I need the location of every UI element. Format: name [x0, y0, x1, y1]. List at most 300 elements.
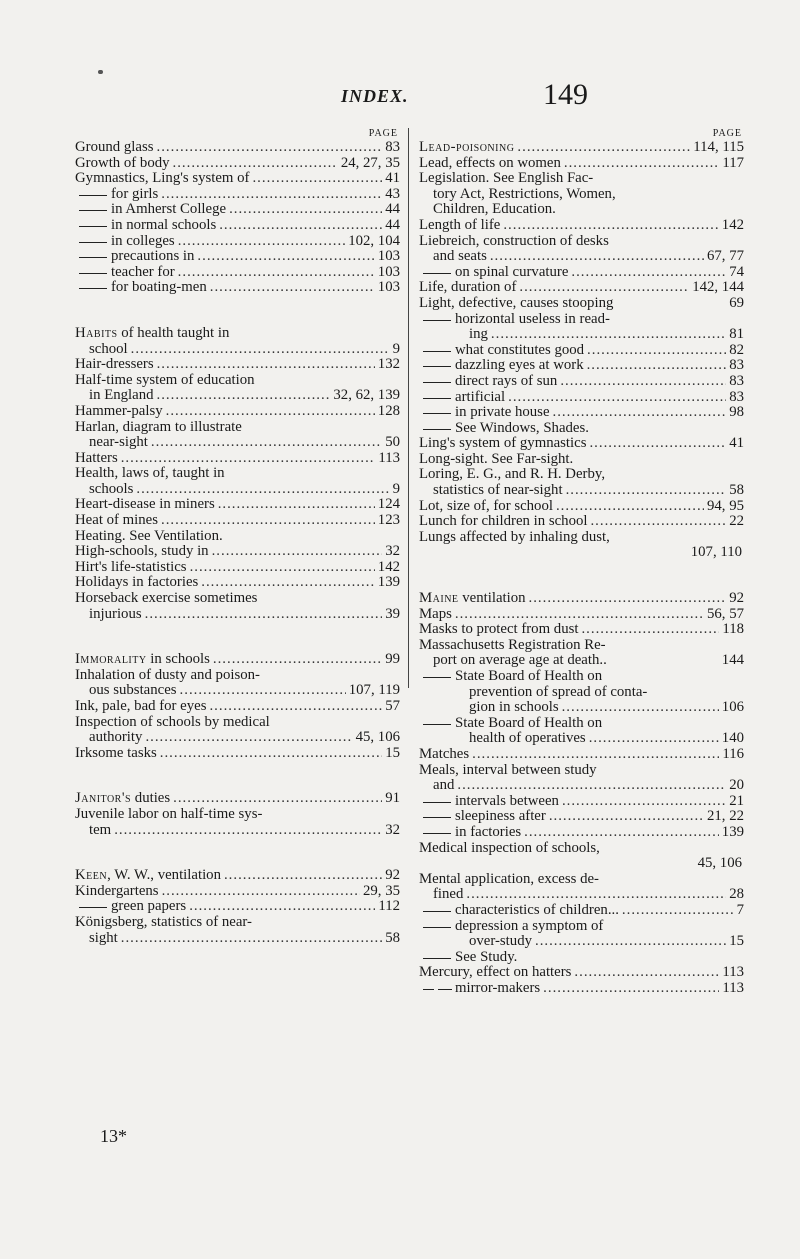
page-reference: 81 — [729, 326, 744, 343]
page-reference: 103 — [377, 263, 400, 280]
entry-text-part: mirror-makers — [455, 979, 541, 996]
dot-leader — [519, 280, 689, 296]
page-reference: 29, 35 — [363, 882, 400, 899]
dot-leader — [562, 794, 726, 810]
entry-text-part: authority — [89, 729, 143, 746]
index-entry — [75, 404, 400, 420]
entry-line — [419, 467, 744, 483]
entry-text-part: Ink, pale, bad for eyes — [75, 698, 207, 714]
page-reference: 20 — [729, 777, 744, 794]
entry-line — [75, 730, 400, 746]
index-entry — [75, 575, 400, 591]
entry-line — [419, 187, 744, 203]
entry-text — [455, 374, 557, 390]
entry-text — [433, 653, 607, 669]
page-reference: 139 — [377, 574, 400, 591]
dot-leader — [466, 887, 726, 903]
page-reference: 102, 104 — [348, 232, 400, 249]
entry-text — [455, 390, 505, 406]
index-entry — [75, 746, 400, 762]
index-entry — [75, 529, 400, 545]
entry-text-part: Heart-disease in miners — [75, 496, 215, 513]
entry-text-part: precautions in — [111, 248, 195, 265]
page-reference: 28 — [729, 886, 744, 903]
dot-leader — [529, 591, 727, 607]
entry-text-part: State Board of Health on — [455, 668, 603, 684]
entry-text — [75, 868, 221, 884]
entry-line — [419, 530, 744, 546]
entry-text-part: Loring, E. G., and R. H. Derby, — [419, 466, 606, 483]
index-entry — [75, 668, 400, 699]
entry-line — [75, 607, 400, 623]
entry-line — [455, 390, 744, 406]
entry-line — [419, 296, 744, 312]
entry-text — [455, 405, 550, 421]
dot-leader — [145, 730, 352, 746]
entry-text — [111, 234, 175, 250]
entry-text — [469, 934, 532, 950]
column-divider — [408, 128, 409, 688]
dot-leader — [162, 884, 360, 900]
entry-headword: Immorality — [75, 651, 147, 668]
signature-mark: 13* — [100, 1126, 127, 1146]
dot-leader — [535, 934, 726, 950]
entry-line — [455, 700, 744, 716]
page-reference: 43 — [385, 185, 400, 202]
entry-text-part: Life, duration of — [419, 279, 517, 296]
index-entry — [419, 421, 744, 437]
entry-line — [455, 343, 744, 359]
entry-line — [455, 809, 744, 825]
entry-text — [455, 809, 546, 825]
entry-text-part: Lungs affected by inhaling dust, — [419, 528, 610, 545]
entry-line — [75, 373, 400, 389]
entry-text — [89, 683, 177, 699]
entry-text-part: gion in schools — [469, 699, 559, 716]
index-entry — [75, 466, 400, 497]
entry-text-part: Growth of body — [75, 154, 170, 171]
index-entry — [75, 202, 400, 218]
entry-text — [419, 140, 514, 156]
page-reference: 107, 119 — [348, 682, 400, 699]
entry-text — [455, 265, 568, 281]
entry-text-part: in Amherst College — [111, 201, 227, 218]
index-entry — [419, 669, 744, 716]
entry-text — [75, 140, 154, 156]
entry-line — [419, 622, 744, 638]
entry-line — [455, 981, 744, 997]
entry-line — [75, 884, 400, 900]
index-entry — [419, 841, 744, 872]
index-entry — [419, 981, 744, 997]
index-entry — [75, 544, 400, 560]
entry-line — [75, 388, 400, 404]
index-entry — [75, 513, 400, 529]
dot-leader — [160, 746, 382, 762]
entry-text-part: Heat of mines — [75, 512, 159, 529]
index-entry — [75, 171, 400, 187]
dot-leader — [524, 825, 719, 841]
entry-text-part: Kindergartens — [75, 882, 159, 899]
entry-text — [75, 171, 249, 187]
page-reference: 132 — [377, 356, 400, 373]
entry-text-part: Massachusetts Registration Re- — [419, 636, 606, 653]
index-entry — [419, 467, 744, 498]
dot-leader — [455, 607, 704, 623]
entry-text-part: dazzling eyes at work — [455, 357, 584, 374]
entry-line — [419, 638, 744, 654]
entry-text — [75, 791, 170, 807]
dot-leader — [157, 388, 331, 404]
entry-text-part: ventilation — [458, 590, 526, 607]
dot-leader — [549, 809, 704, 825]
index-entry — [419, 965, 744, 981]
index-entry — [419, 171, 744, 218]
dot-leader — [131, 342, 390, 358]
page-column-label: PAGE — [368, 128, 398, 139]
index-entry — [419, 622, 744, 638]
index-entry — [75, 497, 400, 513]
entry-text — [111, 187, 158, 203]
entry-text — [469, 731, 586, 747]
entry-line — [111, 249, 400, 265]
entry-line — [419, 965, 744, 981]
dot-leader — [553, 405, 727, 421]
index-entry — [75, 218, 400, 234]
entry-text-part: Inhalation of dusty and poison- — [75, 666, 260, 683]
entry-text — [455, 794, 559, 810]
index-entry — [419, 919, 744, 950]
entry-text — [75, 357, 154, 373]
entry-text-part: Children, Education. — [433, 201, 556, 218]
page-reference: 94, 95 — [707, 497, 744, 514]
entry-text-part: Liebreich, construction of desks — [419, 232, 609, 249]
page-reference: 67, 77 — [707, 248, 744, 265]
index-entry — [75, 868, 400, 884]
entry-line — [419, 591, 744, 607]
page-reference: 15 — [385, 744, 400, 761]
page-reference: 24, 27, 35 — [340, 154, 400, 171]
entry-text — [419, 965, 571, 981]
entry-line — [419, 499, 744, 515]
entry-text — [75, 746, 157, 762]
entry-text-part: Maps — [419, 605, 452, 622]
index-entry — [419, 747, 744, 763]
page-reference: 116 — [722, 745, 744, 762]
index-entry — [75, 187, 400, 203]
dot-leader — [587, 343, 726, 359]
entry-line — [75, 791, 400, 807]
entry-text — [75, 451, 118, 467]
page-reference: 83 — [729, 372, 744, 389]
index-section — [75, 868, 400, 946]
page-reference: 50 — [385, 434, 400, 451]
dot-leader — [145, 607, 383, 623]
entry-line — [455, 934, 744, 950]
entry-headword: Lead-poisoning — [419, 139, 515, 155]
page-reference: 45, 106 — [697, 855, 742, 872]
entry-line — [75, 529, 400, 545]
entry-line — [75, 482, 400, 498]
dot-leader — [178, 265, 375, 281]
index-entry — [419, 763, 744, 794]
page-reference: 140 — [721, 730, 744, 747]
entry-text — [469, 700, 559, 716]
page-reference: 128 — [377, 402, 400, 419]
entry-text-part: prevention of spread of conta- — [469, 683, 648, 700]
entry-line — [75, 357, 400, 373]
page-reference: 56, 57 — [707, 605, 744, 622]
entry-text — [455, 903, 619, 919]
entry-text-part: near-sight — [89, 434, 148, 451]
dot-leader — [560, 374, 726, 390]
entry-line — [75, 668, 400, 684]
page-reference: 9 — [392, 340, 400, 357]
page-reference: 106 — [721, 699, 744, 716]
entry-line — [111, 265, 400, 281]
entry-text — [469, 327, 488, 343]
entry-text — [75, 699, 206, 715]
entry-headword: Maine — [419, 590, 459, 607]
page-reference: 113 — [722, 979, 744, 996]
entry-text — [89, 482, 133, 498]
page-reference: 82 — [729, 341, 744, 358]
entry-line — [75, 451, 400, 467]
page-reference: 21, 22 — [707, 808, 744, 825]
index-entry — [419, 716, 744, 747]
entry-text — [89, 342, 128, 358]
dot-leader — [210, 280, 375, 296]
page-reference: 83 — [729, 357, 744, 374]
entry-text-part: for girls — [111, 185, 159, 202]
index-entry — [419, 358, 744, 374]
index-column-right — [419, 128, 744, 996]
entry-text-part: in colleges — [111, 232, 175, 249]
index-entry — [75, 807, 400, 838]
entry-line — [455, 950, 744, 966]
page-number: 149 — [543, 78, 588, 111]
entry-text — [419, 436, 586, 452]
page-reference: 103 — [377, 279, 400, 296]
entry-text — [111, 202, 226, 218]
index-entry — [419, 140, 744, 156]
entry-text-part: for boating-men — [111, 279, 207, 296]
entry-line — [419, 202, 744, 218]
entry-line — [455, 358, 744, 374]
page-reference: 144 — [721, 652, 744, 669]
entry-line — [75, 715, 400, 731]
dot-leader — [157, 357, 375, 373]
entry-text-part: Hirt's life-statistics — [75, 558, 187, 575]
entry-text-part: Meals, interval between study — [419, 761, 597, 778]
index-entry — [75, 899, 400, 915]
entry-text-part: Harlan, diagram to illustrate — [75, 418, 242, 435]
entry-text — [89, 388, 154, 404]
entry-line — [75, 699, 400, 715]
dot-leader — [190, 560, 375, 576]
index-entry — [419, 950, 744, 966]
index-entry — [75, 884, 400, 900]
index-entry — [419, 374, 744, 390]
entry-line — [75, 575, 400, 591]
entry-text — [455, 981, 540, 997]
page-reference: 9 — [392, 480, 400, 497]
page-reference: 32, 62, 139 — [333, 387, 400, 404]
entry-line — [455, 794, 744, 810]
entry-text — [75, 560, 187, 576]
page-reference: 103 — [377, 248, 400, 265]
entry-line — [419, 763, 744, 779]
index-entry — [419, 452, 744, 468]
index-entry — [75, 280, 400, 296]
entry-text — [75, 575, 198, 591]
entry-text — [419, 280, 516, 296]
entry-text-part: on spinal curvature — [455, 263, 569, 280]
page-reference: 83 — [385, 139, 400, 155]
index-entry — [419, 514, 744, 530]
entry-line — [419, 452, 744, 468]
index-entry — [419, 499, 744, 515]
page-reference: 139 — [721, 823, 744, 840]
entry-text — [433, 887, 463, 903]
dot-leader — [180, 683, 346, 699]
entry-line — [75, 404, 400, 420]
entry-text — [75, 884, 159, 900]
dot-leader — [562, 700, 719, 716]
index-entry — [75, 420, 400, 451]
entry-line — [419, 872, 744, 888]
entry-text-part: Long-sight. See Far-sight. — [419, 450, 574, 467]
index-section — [75, 791, 400, 838]
page-header — [0, 70, 800, 120]
entry-text-part: Inspection of schools by medical — [75, 713, 270, 730]
entry-line — [419, 778, 744, 794]
index-entry — [75, 265, 400, 281]
entry-text-part: Gymnastics, Ling's system of — [75, 170, 250, 187]
entry-line — [419, 156, 744, 172]
index-entry — [419, 312, 744, 343]
entry-text-part: Masks to protect from dust — [419, 621, 579, 638]
entry-text-part: Holidays in factories — [75, 574, 199, 591]
entry-text — [419, 218, 500, 234]
entry-text — [111, 218, 216, 234]
entry-line — [75, 652, 400, 668]
page-reference: 74 — [729, 263, 744, 280]
entry-line — [455, 327, 744, 343]
entry-text-part: tem — [89, 821, 112, 838]
entry-line — [419, 218, 744, 234]
dot-leader — [136, 482, 389, 498]
index-entry — [419, 296, 744, 312]
entry-text — [111, 249, 194, 265]
entry-text-part: Juvenile labor on half-time sys- — [75, 805, 263, 822]
entry-text-part: what constitutes good — [455, 341, 585, 358]
entry-text — [75, 513, 158, 529]
entry-text — [89, 730, 142, 746]
entry-text-part: port on average age at death.. — [433, 652, 607, 669]
index-entry — [75, 791, 400, 807]
entry-line — [75, 931, 400, 947]
index-entry — [75, 326, 400, 357]
index-entry — [419, 809, 744, 825]
entry-text — [433, 778, 454, 794]
entry-line — [455, 825, 744, 841]
index-entry — [75, 140, 400, 156]
entry-text-part: Half-time system of education — [75, 371, 255, 388]
page-reference: 92 — [729, 590, 744, 607]
entry-text-part: in private house — [455, 404, 550, 421]
entry-line — [419, 841, 744, 857]
entry-text — [419, 296, 613, 312]
page-reference: 32 — [385, 821, 400, 838]
entry-line — [75, 435, 400, 451]
page-reference: 41 — [729, 435, 744, 452]
entry-line — [419, 249, 744, 265]
index-entry — [419, 218, 744, 234]
entry-line — [455, 421, 744, 437]
entry-text — [89, 931, 118, 947]
entry-headword: Janitor's — [75, 790, 132, 807]
entry-text — [419, 156, 561, 172]
index-entry — [75, 156, 400, 172]
entry-text-part: schools — [89, 480, 134, 497]
entry-text — [455, 358, 584, 374]
index-section — [419, 140, 744, 561]
dot-leader — [218, 497, 375, 513]
entry-line — [111, 899, 400, 915]
page-reference: 44 — [385, 201, 400, 218]
entry-line — [455, 265, 744, 281]
dot-leader — [114, 823, 382, 839]
index-entry — [419, 343, 744, 359]
dot-leader — [589, 436, 726, 452]
page-reference: 45, 106 — [355, 729, 400, 746]
index-entry — [419, 405, 744, 421]
entry-text-part: See Windows, Shades. — [455, 419, 589, 436]
index-entry — [75, 560, 400, 576]
index-column-left — [75, 128, 400, 946]
entry-line — [419, 887, 744, 903]
entry-line — [75, 823, 400, 839]
dot-leader — [472, 747, 719, 763]
dot-leader — [622, 903, 734, 919]
dot-leader — [161, 513, 375, 529]
entry-text-part: Length of life — [419, 216, 501, 233]
entry-text-part: Lot, size of, for school — [419, 497, 553, 514]
entry-text-part: Horseback exercise sometimes — [75, 590, 258, 607]
index-entry — [75, 699, 400, 715]
entry-headword: Keen — [75, 867, 108, 884]
index-entry — [75, 915, 400, 946]
page-reference: 83 — [729, 388, 744, 405]
dot-leader — [581, 622, 719, 638]
index-entry — [75, 373, 400, 404]
page-reference: 142 — [721, 216, 744, 233]
entry-text — [89, 823, 111, 839]
index-entry — [419, 825, 744, 841]
dot-leader — [197, 249, 374, 265]
entry-line — [75, 868, 400, 884]
dot-leader — [173, 156, 338, 172]
entry-text-part: statistics of near-sight — [433, 482, 563, 499]
index-entry — [419, 436, 744, 452]
entry-line — [75, 140, 400, 156]
dot-leader — [219, 218, 382, 234]
dot-leader — [590, 514, 726, 530]
page-reference: 142 — [377, 558, 400, 575]
dot-leader — [503, 218, 718, 234]
entry-text-part: High-schools, study in — [75, 543, 209, 560]
